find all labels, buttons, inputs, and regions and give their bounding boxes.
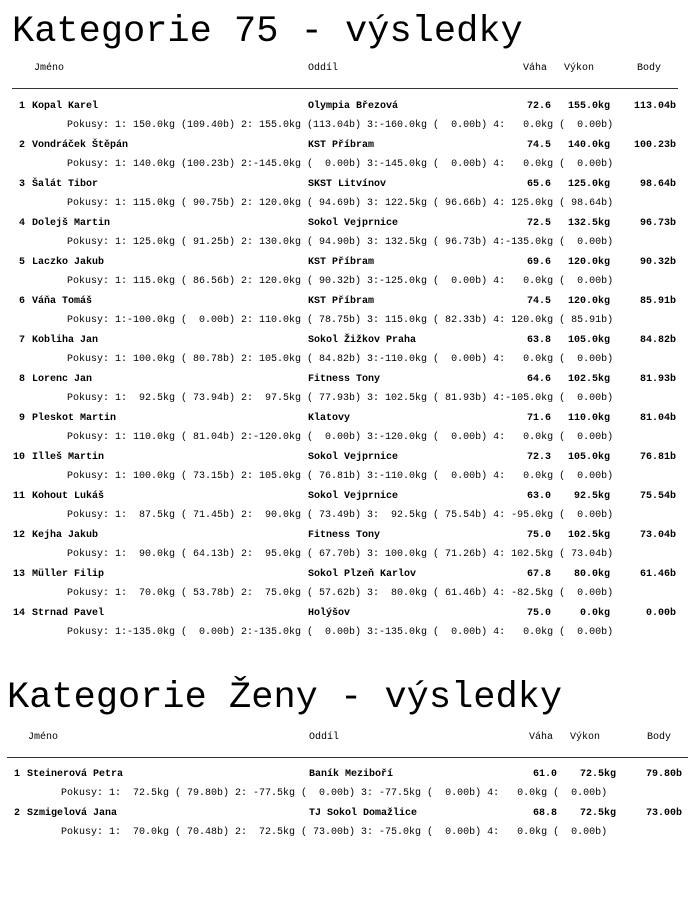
entry-result: 155.0kg: [567, 101, 610, 112]
entry-name: Váňa Tomáš: [32, 296, 93, 307]
entry-result: 120.0kg: [567, 296, 610, 307]
entry-rank: 2: [18, 140, 25, 151]
entry-points: 84.82b: [639, 335, 676, 346]
entry-points: 113.04b: [633, 101, 676, 112]
entry-club: Baník Meziboří: [309, 769, 394, 780]
entry-rank: 10: [12, 452, 25, 463]
entry-name: Strnad Pavel: [32, 608, 105, 619]
entry-result: 120.0kg: [567, 257, 610, 268]
section-kategorie-zeny: [0, 670, 700, 900]
entry-club: KST Příbram: [308, 296, 375, 307]
entry-row: [0, 768, 700, 782]
entry-attempts-row: [0, 787, 700, 801]
entry-attempts-row: [0, 353, 700, 367]
column-header-name: Jméno: [28, 732, 59, 743]
entry-rank: 13: [12, 569, 25, 580]
entry-weight: 61.0: [532, 769, 557, 780]
column-header-result: Výkon: [564, 63, 595, 74]
entry-weight: 67.8: [526, 569, 551, 580]
entry-weight: 63.0: [526, 491, 551, 502]
entry-rank: 7: [18, 335, 25, 346]
entry-weight: 68.8: [532, 808, 557, 819]
entry-row: [0, 451, 700, 465]
entry-points: 75.54b: [639, 491, 676, 502]
entry-attempts-row: [0, 275, 700, 289]
entry-club: Holýšov: [308, 608, 351, 619]
entry-row: [0, 607, 700, 621]
entry-result: 72.5kg: [579, 769, 616, 780]
entry-points: 0.00b: [645, 608, 676, 619]
entry-points: 98.64b: [639, 179, 676, 190]
entry-club: SKST Litvínov: [308, 179, 387, 190]
entry-weight: 71.6: [526, 413, 551, 424]
entry-attempts: Pokusy: 1: 150.0kg (109.40b) 2: 155.0kg (113.04b) 3:-160.0kg ( 0.00b) 4: 0.0kg ( 0.00b): [67, 120, 614, 131]
entry-attempts-row: [0, 236, 700, 250]
entry-rank: 1: [13, 769, 20, 780]
entry-points: 73.04b: [639, 530, 676, 541]
entry-club: TJ Sokol Domažlice: [309, 808, 418, 819]
column-header-points: Body: [637, 63, 662, 74]
entry-club: Olympia Březová: [308, 101, 399, 112]
entry-row: [0, 373, 700, 387]
entry-points: 96.73b: [639, 218, 676, 229]
column-header-points: Body: [647, 732, 672, 743]
entry-rank: 8: [18, 374, 25, 385]
entry-rank: 6: [18, 296, 25, 307]
entry-attempts: Pokusy: 1:-100.0kg ( 0.00b) 2: 110.0kg ( 78.75b) 3: 115.0kg ( 82.33b) 4: 120.0kg ( 85.91b): [67, 315, 614, 326]
entry-attempts: Pokusy: 1: 115.0kg ( 90.75b) 2: 120.0kg ( 94.69b) 3: 122.5kg ( 96.66b) 4: 125.0kg ( 98.64b): [67, 198, 614, 209]
column-header-name: Jméno: [34, 63, 65, 74]
entry-attempts-row: [0, 119, 700, 133]
entry-rank: 1: [18, 101, 25, 112]
entry-name: Kobliha Jan: [32, 335, 99, 346]
entry-result: 132.5kg: [567, 218, 610, 229]
entry-result: 140.0kg: [567, 140, 610, 151]
entry-club: Sokol Vejprnice: [308, 491, 399, 502]
entry-attempts: Pokusy: 1: 87.5kg ( 71.45b) 2: 90.0kg ( 73.49b) 3: 92.5kg ( 75.54b) 4: -95.0kg ( 0.00b): [67, 510, 614, 521]
entry-attempts-row: [0, 548, 700, 562]
entry-attempts: Pokusy: 1: 100.0kg ( 73.15b) 2: 105.0kg ( 76.81b) 3:-110.0kg ( 0.00b) 4: 0.0kg ( 0.00b): [67, 471, 614, 482]
entry-name: Illeš Martin: [32, 452, 105, 463]
entry-points: 100.23b: [633, 140, 676, 151]
entry-weight: 65.6: [526, 179, 551, 190]
entry-result: 105.0kg: [567, 452, 610, 463]
entry-name: Szmigelová Jana: [27, 808, 118, 819]
entry-points: 90.32b: [639, 257, 676, 268]
entry-rank: 3: [18, 179, 25, 190]
entry-attempts: Pokusy: 1: 70.0kg ( 53.78b) 2: 75.0kg ( 57.62b) 3: 80.0kg ( 61.46b) 4: -82.5kg ( 0.00b): [67, 588, 614, 599]
entry-rank: 14: [12, 608, 25, 619]
entry-attempts: Pokusy: 1: 70.0kg ( 70.48b) 2: 72.5kg ( 73.00b) 3: -75.0kg ( 0.00b) 4: 0.0kg ( 0.00b): [61, 827, 608, 838]
entry-points: 76.81b: [639, 452, 676, 463]
entry-club: Klatovy: [308, 413, 351, 424]
entry-club: Sokol Žižkov Praha: [308, 335, 417, 346]
entry-attempts: Pokusy: 1: 140.0kg (100.23b) 2:-145.0kg ( 0.00b) 3:-145.0kg ( 0.00b) 4: 0.0kg ( 0.00b): [67, 159, 614, 170]
entry-attempts-row: [0, 626, 700, 640]
entry-club: Sokol Vejprnice: [308, 452, 399, 463]
entry-attempts-row: [0, 470, 700, 484]
entry-result: 102.5kg: [567, 374, 610, 385]
entry-row: [0, 217, 700, 231]
entry-result: 72.5kg: [579, 808, 616, 819]
entry-row: [0, 178, 700, 192]
entry-name: Müller Filip: [32, 569, 105, 580]
entry-result: 102.5kg: [567, 530, 610, 541]
entry-attempts-row: [0, 197, 700, 211]
entry-rank: 9: [18, 413, 25, 424]
entry-attempts-row: [0, 826, 700, 840]
column-header-weight: Váha: [523, 63, 548, 74]
entry-name: Šalát Tibor: [32, 179, 99, 190]
section-title: Kategorie 75 - výsledky: [12, 11, 523, 53]
entry-points: 79.80b: [645, 769, 682, 780]
entry-weight: 75.0: [526, 530, 551, 541]
entry-points: 81.04b: [639, 413, 676, 424]
entry-weight: 75.0: [526, 608, 551, 619]
entry-weight: 74.5: [526, 296, 551, 307]
entry-attempts: Pokusy: 1: 110.0kg ( 81.04b) 2:-120.0kg ( 0.00b) 3:-120.0kg ( 0.00b) 4: 0.0kg ( 0.00b): [67, 432, 614, 443]
entry-points: 61.46b: [639, 569, 676, 580]
entry-rank: 2: [13, 808, 20, 819]
entry-rank: 5: [18, 257, 25, 268]
entry-weight: 74.5: [526, 140, 551, 151]
entry-attempts: Pokusy: 1: 92.5kg ( 73.94b) 2: 97.5kg ( 77.93b) 3: 102.5kg ( 81.93b) 4:-105.0kg ( 0.00b): [67, 393, 614, 404]
entry-row: [0, 100, 700, 114]
entry-club: Sokol Vejprnice: [308, 218, 399, 229]
entry-row: [0, 334, 700, 348]
entry-club: Fitness Tony: [308, 374, 381, 385]
column-header-club: Oddíl: [309, 732, 340, 743]
entry-attempts-row: [0, 587, 700, 601]
entry-attempts: Pokusy: 1: 100.0kg ( 80.78b) 2: 105.0kg ( 84.82b) 3:-110.0kg ( 0.00b) 4: 0.0kg ( 0.00b): [67, 354, 614, 365]
entry-attempts-row: [0, 431, 700, 445]
entry-club: KST Příbram: [308, 257, 375, 268]
entry-weight: 63.8: [526, 335, 551, 346]
entry-result: 92.5kg: [573, 491, 610, 502]
entry-name: Laczko Jakub: [32, 257, 105, 268]
entry-weight: 69.6: [526, 257, 551, 268]
entry-name: Kopal Karel: [32, 101, 99, 112]
entry-name: Pleskot Martin: [32, 413, 117, 424]
entry-row: [0, 529, 700, 543]
entry-row: [0, 568, 700, 582]
entry-row: [0, 490, 700, 504]
entry-result: 105.0kg: [567, 335, 610, 346]
entry-rank: 11: [12, 491, 25, 502]
entry-row: [0, 412, 700, 426]
entry-row: [0, 256, 700, 270]
entry-attempts: Pokusy: 1: 72.5kg ( 79.80b) 2: -77.5kg ( 0.00b) 3: -77.5kg ( 0.00b) 4: 0.0kg ( 0.00b): [61, 788, 608, 799]
entry-weight: 72.3: [526, 452, 551, 463]
entry-result: 0.0kg: [579, 608, 610, 619]
column-header-club: Oddíl: [308, 63, 339, 74]
entry-result: 110.0kg: [567, 413, 610, 424]
entry-name: Vondráček Štěpán: [32, 140, 129, 151]
entry-rank: 4: [18, 218, 25, 229]
entry-result: 80.0kg: [573, 569, 610, 580]
column-header-result: Výkon: [570, 732, 601, 743]
entry-attempts: Pokusy: 1:-135.0kg ( 0.00b) 2:-135.0kg ( 0.00b) 3:-135.0kg ( 0.00b) 4: 0.0kg ( 0.00b): [67, 627, 614, 638]
column-header-weight: Váha: [529, 732, 554, 743]
entry-attempts: Pokusy: 1: 115.0kg ( 86.56b) 2: 120.0kg ( 90.32b) 3:-125.0kg ( 0.00b) 4: 0.0kg ( 0.00b): [67, 276, 614, 287]
entry-attempts: Pokusy: 1: 125.0kg ( 91.25b) 2: 130.0kg ( 94.90b) 3: 132.5kg ( 96.73b) 4:-135.0kg ( 0.00b): [67, 237, 614, 248]
header-divider: [12, 88, 678, 89]
entry-weight: 64.6: [526, 374, 551, 385]
entry-name: Kejha Jakub: [32, 530, 99, 541]
entry-attempts-row: [0, 158, 700, 172]
entry-attempts-row: [0, 314, 700, 328]
entry-club: Fitness Tony: [308, 530, 381, 541]
entry-points: 73.00b: [645, 808, 682, 819]
entry-row: [0, 295, 700, 309]
header-divider: [7, 757, 688, 758]
entry-club: Sokol Plzeň Karlov: [308, 569, 417, 580]
entry-row: [0, 807, 700, 821]
entry-attempts-row: [0, 392, 700, 406]
section-title: Kategorie Ženy - výsledky: [7, 677, 563, 719]
entry-name: Lorenc Jan: [32, 374, 93, 385]
entry-attempts-row: [0, 509, 700, 523]
entry-weight: 72.5: [526, 218, 551, 229]
entry-attempts: Pokusy: 1: 90.0kg ( 64.13b) 2: 95.0kg ( 67.70b) 3: 100.0kg ( 71.26b) 4: 102.5kg ( 73.04b): [67, 549, 614, 560]
entry-points: 85.91b: [639, 296, 676, 307]
entry-name: Steinerová Petra: [27, 769, 124, 780]
entry-name: Kohout Lukáš: [32, 491, 105, 502]
entry-name: Dolejš Martin: [32, 218, 111, 229]
entry-rank: 12: [12, 530, 25, 541]
entry-result: 125.0kg: [567, 179, 610, 190]
entry-weight: 72.6: [526, 101, 551, 112]
entry-points: 81.93b: [639, 374, 676, 385]
entry-club: KST Příbram: [308, 140, 375, 151]
entry-row: [0, 139, 700, 153]
